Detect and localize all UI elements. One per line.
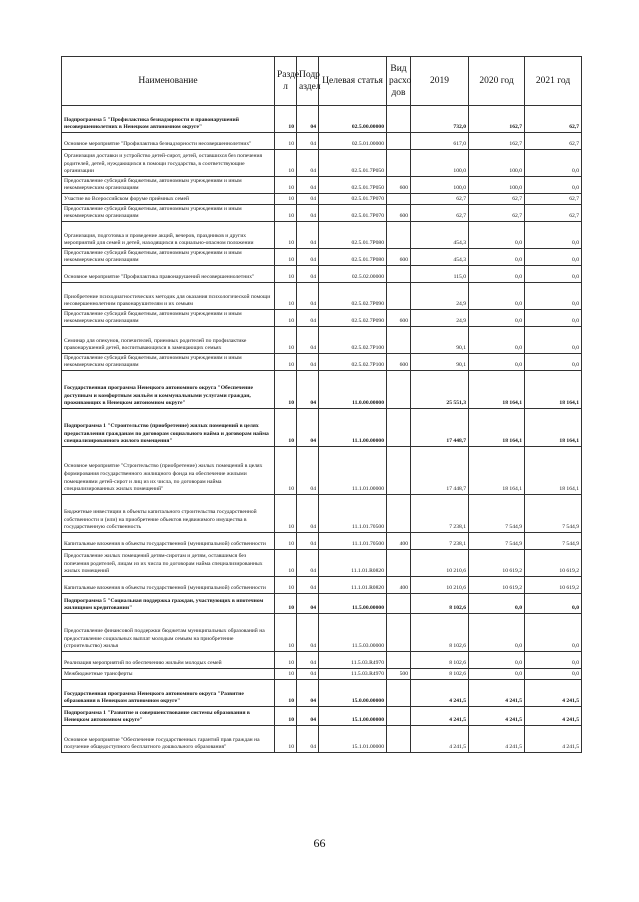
cell-2020: 18 164,1	[469, 447, 525, 495]
cell-podrazdel: 04	[297, 594, 319, 614]
cell-razdel: 10	[275, 327, 297, 354]
table-row	[62, 680, 582, 707]
cell-name: Участие во Всероссийском форуме приёмных семей	[62, 194, 275, 205]
cell-2020: 0,0	[469, 266, 525, 283]
cell-target: 11.5.00.00000	[319, 594, 387, 614]
table-row	[62, 652, 582, 669]
cell-2021: 0,0	[525, 669, 582, 680]
cell-razdel: 10	[275, 409, 297, 447]
header-target: Целевая статья	[319, 57, 387, 106]
cell-2019: 10 210,6	[411, 550, 469, 577]
table-row	[62, 327, 582, 354]
cell-vid	[387, 447, 411, 495]
cell-vid: 400	[387, 533, 411, 550]
table-row	[62, 550, 582, 577]
cell-razdel: 10	[275, 707, 297, 726]
cell-2020: 0,0	[469, 283, 525, 310]
cell-podrazdel: 04	[297, 266, 319, 283]
cell-2021: 18 164,1	[525, 371, 582, 409]
cell-2020: 0,0	[469, 354, 525, 371]
cell-razdel: 10	[275, 371, 297, 409]
budget-table-sheet	[61, 56, 581, 753]
cell-podrazdel: 04	[297, 205, 319, 222]
cell-target: 11.5.03.R4970	[319, 669, 387, 680]
table-row	[62, 222, 582, 249]
cell-podrazdel: 04	[297, 577, 319, 594]
cell-target: 11.1.01.70500	[319, 533, 387, 550]
cell-razdel: 10	[275, 177, 297, 194]
cell-target: 11.1.01.R0820	[319, 550, 387, 577]
cell-podrazdel: 04	[297, 707, 319, 726]
cell-2021: 4 241,5	[525, 726, 582, 753]
cell-vid	[387, 495, 411, 533]
cell-2021: 0,0	[525, 150, 582, 177]
cell-name: Бюджетные инвестиции в объекты капитального строительства государственной собственности и (или) на приобретение объектов недвижимого имущества в государственную собственность	[62, 495, 275, 533]
cell-razdel: 10	[275, 310, 297, 327]
table-row	[62, 266, 582, 283]
cell-vid	[387, 133, 411, 150]
cell-razdel: 10	[275, 106, 297, 133]
cell-target: 15.1.00.00000	[319, 707, 387, 726]
cell-2021: 62,7	[525, 194, 582, 205]
cell-target: 02.5.01.7Р050	[319, 150, 387, 177]
cell-2019: 24,9	[411, 283, 469, 310]
cell-vid	[387, 194, 411, 205]
cell-target: 11.1.01.70500	[319, 495, 387, 533]
cell-vid	[387, 150, 411, 177]
cell-podrazdel: 04	[297, 106, 319, 133]
cell-2021: 62,7	[525, 133, 582, 150]
cell-2019: 25 551,3	[411, 371, 469, 409]
cell-2019: 17 448,7	[411, 447, 469, 495]
cell-2019: 100,0	[411, 150, 469, 177]
cell-2019: 17 448,7	[411, 409, 469, 447]
cell-razdel: 10	[275, 680, 297, 707]
cell-2020: 10 619,2	[469, 550, 525, 577]
cell-name: Предоставление субсидий бюджетным, автономным учреждениям и иным некоммерческим организациям	[62, 205, 275, 222]
cell-name: Государственная программа Ненецкого автономного округа "Обеспечение доступным и комфортным жильём и коммунальными услугами граждан, проживающих в Ненецком автономном округе"	[62, 371, 275, 409]
page-number: 66	[313, 836, 326, 850]
cell-2020: 0,0	[469, 310, 525, 327]
cell-vid	[387, 409, 411, 447]
table-header-row	[62, 57, 582, 106]
header-2019: 2019	[411, 57, 469, 106]
cell-name: Предоставление финансовой поддержки бюджетам муниципальных образований на предоставление социальных выплат молодым семьям на приобретение (строительство) жилья	[62, 614, 275, 652]
cell-podrazdel: 04	[297, 550, 319, 577]
cell-podrazdel: 04	[297, 283, 319, 310]
cell-2019: 4 241,5	[411, 726, 469, 753]
cell-name: Подпрограмма 5 "Профилактика безнадзорности и правонарушений несовершеннолетних в Ненецком автономном округе"	[62, 106, 275, 133]
cell-target: 15.0.00.00000	[319, 680, 387, 707]
cell-2019: 454,3	[411, 249, 469, 266]
cell-razdel: 10	[275, 533, 297, 550]
cell-vid	[387, 327, 411, 354]
cell-podrazdel: 04	[297, 495, 319, 533]
cell-vid: 600	[387, 205, 411, 222]
cell-name: Организация доставки и устройство детей-сирот, детей, оставшихся без попечения родителей, детей, нуждающихся в помощи государства, в соответствующие организации	[62, 150, 275, 177]
cell-target: 02.5.02.7Р100	[319, 354, 387, 371]
cell-2021: 0,0	[525, 354, 582, 371]
cell-2021: 0,0	[525, 249, 582, 266]
table-row	[62, 371, 582, 409]
cell-podrazdel: 04	[297, 327, 319, 354]
cell-name: Капитальные вложения в объекты государственной (муниципальной) собственности	[62, 533, 275, 550]
cell-target: 02.5.02.00000	[319, 266, 387, 283]
cell-vid	[387, 726, 411, 753]
cell-2021: 18 164,1	[525, 447, 582, 495]
cell-target: 02.5.01.7Р070	[319, 194, 387, 205]
table-row	[62, 283, 582, 310]
cell-name: Основное мероприятие "Профилактика правонарушений несовершеннолетних"	[62, 266, 275, 283]
cell-2020: 10 619,2	[469, 577, 525, 594]
cell-name: Капитальные вложения в объекты государственной (муниципальной) собственности	[62, 577, 275, 594]
table-row	[62, 577, 582, 594]
cell-2021: 7 544,9	[525, 533, 582, 550]
cell-vid	[387, 614, 411, 652]
cell-name: Основное мероприятие "Обеспечение государственных гарантий прав граждан на получение общедоступного бесплатного дошкольного образования"	[62, 726, 275, 753]
cell-podrazdel: 04	[297, 177, 319, 194]
cell-2019: 4 241,5	[411, 707, 469, 726]
cell-vid	[387, 283, 411, 310]
cell-vid	[387, 266, 411, 283]
cell-target: 02.5.01.7Р070	[319, 205, 387, 222]
header-name: Наименование	[62, 57, 275, 106]
cell-vid: 600	[387, 354, 411, 371]
cell-2019: 90,1	[411, 327, 469, 354]
header-podrazdel: Подр аздел	[297, 57, 319, 106]
cell-name: Предоставление субсидий бюджетным, автономным учреждениям и иным некоммерческим организациям	[62, 177, 275, 194]
cell-podrazdel: 04	[297, 680, 319, 707]
cell-2020: 7 544,9	[469, 495, 525, 533]
header-2020: 2020 год	[469, 57, 525, 106]
cell-target: 02.5.01.7Р050	[319, 177, 387, 194]
cell-target: 02.5.01.7Р080	[319, 222, 387, 249]
cell-vid: 600	[387, 177, 411, 194]
cell-2021: 0,0	[525, 652, 582, 669]
cell-vid	[387, 594, 411, 614]
header-2021: 2021 год	[525, 57, 582, 106]
cell-2020: 162,7	[469, 106, 525, 133]
cell-vid: 600	[387, 310, 411, 327]
cell-2021: 0,0	[525, 177, 582, 194]
cell-2019: 7 238,1	[411, 533, 469, 550]
cell-vid	[387, 371, 411, 409]
cell-vid	[387, 652, 411, 669]
cell-2020: 100,0	[469, 150, 525, 177]
cell-2021: 62,7	[525, 205, 582, 222]
cell-2019: 732,0	[411, 106, 469, 133]
cell-razdel: 10	[275, 249, 297, 266]
cell-name: Государственная программа Ненецкого автономного округа "Развитие образования в Ненецком автономном округе"	[62, 680, 275, 707]
table-row	[62, 726, 582, 753]
cell-vid	[387, 106, 411, 133]
cell-razdel: 10	[275, 669, 297, 680]
cell-razdel: 10	[275, 266, 297, 283]
cell-vid: 600	[387, 249, 411, 266]
table-row	[62, 205, 582, 222]
cell-razdel: 10	[275, 577, 297, 594]
header-vid: Вид расхо дов	[387, 57, 411, 106]
cell-2020: 0,0	[469, 249, 525, 266]
cell-name: Подпрограмма 1 "Развитие и совершенствование системы образования в Ненецком автономном округе"	[62, 707, 275, 726]
table-row	[62, 533, 582, 550]
cell-razdel: 10	[275, 194, 297, 205]
cell-name: Предоставление субсидий бюджетным, автономным учреждениям и иным некоммерческим организациям	[62, 249, 275, 266]
cell-podrazdel: 04	[297, 614, 319, 652]
cell-razdel: 10	[275, 614, 297, 652]
table-row	[62, 354, 582, 371]
cell-target: 11.5.03.R4970	[319, 652, 387, 669]
table-row	[62, 409, 582, 447]
cell-2021: 0,0	[525, 614, 582, 652]
cell-podrazdel: 04	[297, 533, 319, 550]
cell-2019: 10 210,6	[411, 577, 469, 594]
cell-2020: 4 241,5	[469, 726, 525, 753]
table-row	[62, 707, 582, 726]
cell-2020: 0,0	[469, 669, 525, 680]
cell-podrazdel: 04	[297, 194, 319, 205]
cell-podrazdel: 04	[297, 150, 319, 177]
cell-2021: 0,0	[525, 327, 582, 354]
cell-2019: 62,7	[411, 205, 469, 222]
cell-name: Приобретение психодиагностических методик для оказания психологической помощи несовершеннолетним правонарушителям и их семьям	[62, 283, 275, 310]
cell-2021: 4 241,5	[525, 707, 582, 726]
cell-2019: 7 238,1	[411, 495, 469, 533]
cell-name: Организация, подготовка и проведение акций, вечеров, праздников и других мероприятий для семей и детей, находящихся в социально-опасном положении	[62, 222, 275, 249]
cell-2020: 0,0	[469, 222, 525, 249]
cell-2019: 8 102,6	[411, 614, 469, 652]
cell-2021: 0,0	[525, 266, 582, 283]
cell-2020: 0,0	[469, 614, 525, 652]
cell-name: Предоставление субсидий бюджетным, автономным учреждениям и иным некоммерческим организациям	[62, 310, 275, 327]
table-row	[62, 310, 582, 327]
cell-podrazdel: 04	[297, 249, 319, 266]
cell-name: Основное мероприятие "Профилактика безнадзорности несовершеннолетних"	[62, 133, 275, 150]
cell-2019: 8 102,6	[411, 594, 469, 614]
cell-target: 02.5.00.00000	[319, 106, 387, 133]
cell-2020: 4 241,5	[469, 707, 525, 726]
cell-podrazdel: 04	[297, 354, 319, 371]
cell-2021: 10 619,2	[525, 577, 582, 594]
cell-2019: 617,0	[411, 133, 469, 150]
cell-razdel: 10	[275, 447, 297, 495]
cell-2020: 7 544,9	[469, 533, 525, 550]
table-row	[62, 495, 582, 533]
table-row	[62, 177, 582, 194]
cell-2021: 0,0	[525, 594, 582, 614]
table-row	[62, 249, 582, 266]
cell-2021: 4 241,5	[525, 680, 582, 707]
table-row	[62, 614, 582, 652]
cell-2020: 4 241,5	[469, 680, 525, 707]
cell-target: 02.5.02.7Р090	[319, 310, 387, 327]
cell-2019: 115,0	[411, 266, 469, 283]
cell-podrazdel: 04	[297, 726, 319, 753]
cell-podrazdel: 04	[297, 310, 319, 327]
cell-2020: 18 164,1	[469, 409, 525, 447]
cell-2021: 0,0	[525, 283, 582, 310]
cell-name: Реализация мероприятий по обеспечению жильём молодых семей	[62, 652, 275, 669]
table-row	[62, 133, 582, 150]
cell-razdel: 10	[275, 495, 297, 533]
cell-2020: 100,0	[469, 177, 525, 194]
cell-target: 11.1.01.R0820	[319, 577, 387, 594]
cell-2020: 162,7	[469, 133, 525, 150]
cell-podrazdel: 04	[297, 222, 319, 249]
cell-podrazdel: 04	[297, 133, 319, 150]
cell-target: 15.1.01.00000	[319, 726, 387, 753]
cell-target: 11.5.03.00000	[319, 614, 387, 652]
cell-podrazdel: 04	[297, 409, 319, 447]
cell-podrazdel: 04	[297, 652, 319, 669]
cell-vid: 500	[387, 669, 411, 680]
cell-name: Подпрограмма 1 "Строительство (приобретение) жилых помещений в целях предоставления гражданам по договорам социального найма и договорам найма специализированного жилого помещения"	[62, 409, 275, 447]
cell-2021: 0,0	[525, 222, 582, 249]
cell-2021: 0,0	[525, 310, 582, 327]
cell-name: Предоставление жилых помещений детям-сиротам и детям, оставшимся без попечения родителей, лицам из их числа по договорам найма специализированных жилых помещений	[62, 550, 275, 577]
cell-target: 02.5.01.00000	[319, 133, 387, 150]
cell-2021: 10 619,2	[525, 550, 582, 577]
cell-name: Предоставление субсидий бюджетным, автономным учреждениям и иным некоммерческим организациям	[62, 354, 275, 371]
cell-razdel: 10	[275, 283, 297, 310]
cell-razdel: 10	[275, 726, 297, 753]
cell-name: Межбюджетные трансферты	[62, 669, 275, 680]
cell-razdel: 10	[275, 550, 297, 577]
cell-razdel: 10	[275, 354, 297, 371]
cell-name: Семинар для опекунов, попечителей, приемных родителей по профилактике правонарушений детей, воспитывающихся в замещающих семьях	[62, 327, 275, 354]
cell-2019: 24,9	[411, 310, 469, 327]
cell-razdel: 10	[275, 222, 297, 249]
cell-2019: 4 241,5	[411, 680, 469, 707]
budget-table	[61, 56, 582, 753]
cell-2020: 0,0	[469, 652, 525, 669]
cell-name: Подпрограмма 5 "Социальная поддержка граждан, участвующих в ипотечном жилищном кредитовании"	[62, 594, 275, 614]
cell-razdel: 10	[275, 594, 297, 614]
cell-2021: 18 164,1	[525, 409, 582, 447]
table-row	[62, 447, 582, 495]
cell-razdel: 10	[275, 652, 297, 669]
cell-2020: 62,7	[469, 194, 525, 205]
cell-2019: 62,7	[411, 194, 469, 205]
header-razdel: Разде л	[275, 57, 297, 106]
cell-2020: 0,0	[469, 327, 525, 354]
cell-2021: 62,7	[525, 106, 582, 133]
cell-2021: 7 544,9	[525, 495, 582, 533]
cell-2020: 0,0	[469, 594, 525, 614]
cell-vid	[387, 680, 411, 707]
table-row	[62, 194, 582, 205]
cell-vid	[387, 707, 411, 726]
cell-podrazdel: 04	[297, 371, 319, 409]
cell-target: 11.1.00.00000	[319, 409, 387, 447]
table-row	[62, 594, 582, 614]
cell-podrazdel: 04	[297, 669, 319, 680]
cell-podrazdel: 04	[297, 447, 319, 495]
cell-target: 11.1.01.00000	[319, 447, 387, 495]
cell-razdel: 10	[275, 205, 297, 222]
cell-target: 11.0.00.00000	[319, 371, 387, 409]
cell-target: 02.5.02.7Р090	[319, 283, 387, 310]
cell-target: 02.5.02.7Р100	[319, 327, 387, 354]
table-row	[62, 669, 582, 680]
cell-2020: 62,7	[469, 205, 525, 222]
cell-2020: 18 164,1	[469, 371, 525, 409]
cell-target: 02.5.01.7Р080	[319, 249, 387, 266]
table-row	[62, 106, 582, 133]
cell-2019: 8 102,6	[411, 652, 469, 669]
cell-vid	[387, 550, 411, 577]
cell-name: Основное мероприятие "Строительство (приобретение) жилых помещений в целях формирования государственного жилищного фонда на обеспечение жилыми помещениями детей-сирот и лиц из их числа, по договорам найма специализированных жилых помещений"	[62, 447, 275, 495]
cell-2019: 454,3	[411, 222, 469, 249]
cell-2019: 8 102,6	[411, 669, 469, 680]
cell-2019: 100,0	[411, 177, 469, 194]
cell-vid	[387, 222, 411, 249]
cell-razdel: 10	[275, 150, 297, 177]
cell-razdel: 10	[275, 133, 297, 150]
cell-vid: 400	[387, 577, 411, 594]
cell-2019: 90,1	[411, 354, 469, 371]
table-row	[62, 150, 582, 177]
table-body	[62, 106, 582, 753]
